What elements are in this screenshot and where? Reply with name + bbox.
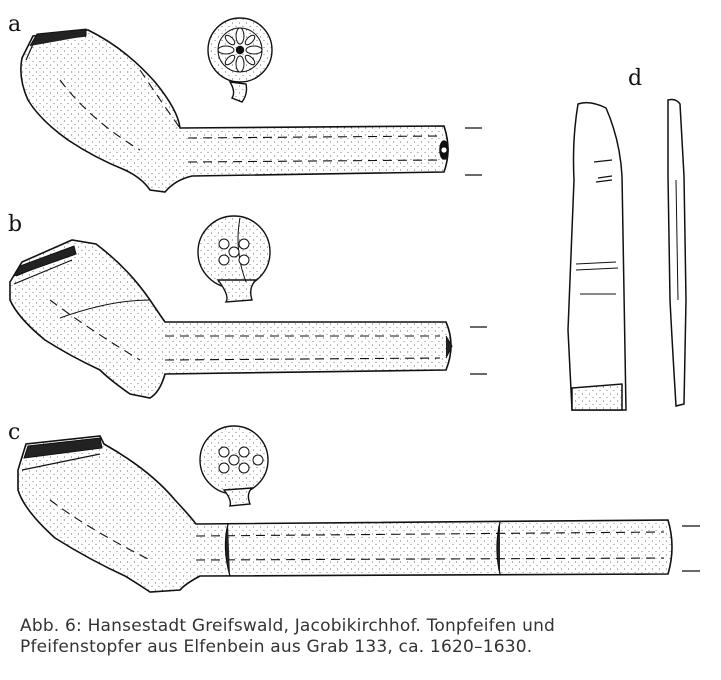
stamp-b-dots bbox=[198, 216, 270, 302]
dimension-ticks-c bbox=[682, 526, 700, 571]
plate-label-d: d bbox=[628, 66, 643, 91]
pipe-c bbox=[18, 436, 672, 592]
figure-caption bbox=[20, 616, 710, 658]
caption-line-1: Abb. 6: Hansestadt Greifswald, Jacobikirchhof. Tonpfeifen und bbox=[20, 616, 556, 636]
plate-label-c: c bbox=[8, 420, 21, 445]
stamp-a-rosette bbox=[208, 18, 272, 102]
plate-label-b: b bbox=[8, 212, 23, 237]
tamper-d-front bbox=[568, 103, 626, 410]
dimension-ticks-a bbox=[465, 128, 482, 175]
stamp-c-dots bbox=[200, 426, 268, 506]
tamper-d-side bbox=[668, 100, 686, 407]
caption-line-2: Pfeifenstopfer aus Elfenbein aus Grab 133, ca. 1620–1630. bbox=[20, 637, 533, 657]
dimension-ticks-b bbox=[470, 327, 487, 374]
plate-label-a: a bbox=[8, 12, 22, 37]
